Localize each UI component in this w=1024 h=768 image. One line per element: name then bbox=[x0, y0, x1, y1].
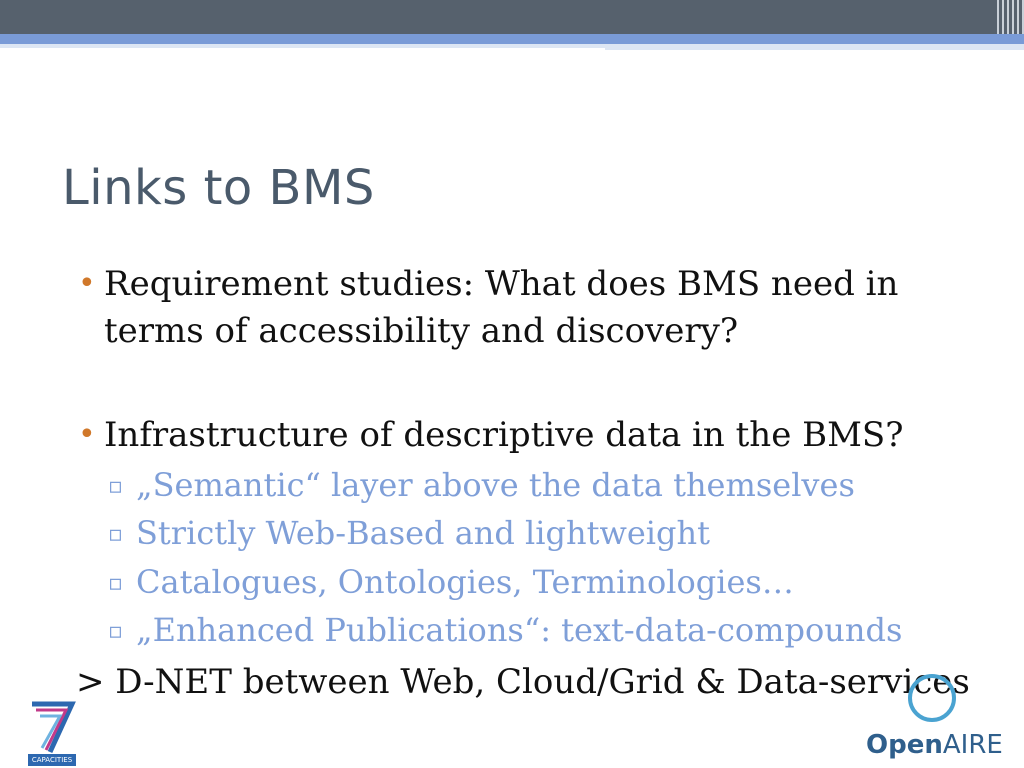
openaire-aire-text: AIRE bbox=[942, 730, 1003, 760]
header-bar bbox=[0, 0, 1024, 34]
sub-bullet-text: Strictly Web-Based and lightweight bbox=[136, 514, 710, 552]
bullet-marker: • bbox=[78, 266, 96, 301]
bullet-text: Infrastructure of descriptive data in the BMS? bbox=[104, 415, 904, 455]
openaire-circle-icon bbox=[908, 674, 956, 722]
fp7-label: CAPACITIES bbox=[28, 754, 76, 766]
bullet-text: Requirement studies: What does BMS need in bbox=[104, 264, 899, 304]
slide-title: Links to BMS bbox=[62, 160, 375, 216]
sub-bullet-marker: ▫ bbox=[108, 474, 123, 499]
sub-bullet-text: „Semantic“ layer above the data themselves bbox=[136, 466, 855, 504]
openaire-open-text: Open bbox=[866, 730, 943, 760]
openaire-logo bbox=[866, 674, 1006, 768]
sub-bullet-text: Catalogues, Ontologies, Terminologies… bbox=[136, 563, 794, 601]
sub-bullet-marker: ▫ bbox=[108, 522, 123, 547]
header-divider bbox=[0, 48, 605, 51]
header-blue-strip bbox=[0, 34, 1024, 44]
sub-bullet-text: „Enhanced Publications“: text-data-compounds bbox=[136, 611, 903, 649]
bullet-text: terms of accessibility and discovery? bbox=[104, 311, 739, 351]
openaire-wordmark bbox=[866, 730, 1003, 760]
bullet-marker: • bbox=[78, 417, 96, 452]
sub-bullet-marker: ▫ bbox=[108, 571, 123, 596]
fp7-seven-icon bbox=[28, 700, 76, 754]
conclusion-line: > D-NET between Web, Cloud/Grid & Data-services bbox=[76, 662, 970, 702]
fp7-capacities-logo bbox=[28, 700, 76, 766]
sub-bullet-marker: ▫ bbox=[108, 619, 123, 644]
